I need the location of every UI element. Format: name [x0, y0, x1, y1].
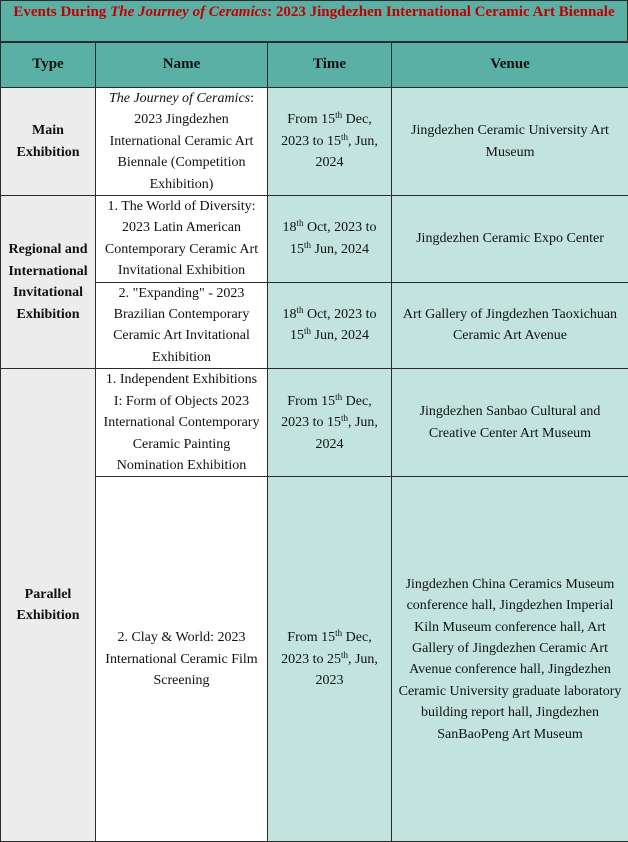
- type-cell: Parallel Exhibition: [1, 369, 96, 842]
- time-part: , Jun, 2024: [316, 415, 378, 451]
- time-cell: [268, 88, 392, 196]
- time-part: From 15: [287, 112, 335, 127]
- type-cell: Regional and International Invitational Exhibition: [1, 196, 96, 369]
- header-type: Type: [1, 43, 96, 88]
- time-sup: th: [296, 305, 303, 315]
- time-sup: th: [304, 326, 311, 336]
- time-part: Jun, 2024: [311, 328, 369, 343]
- title-prefix: Events During: [13, 4, 110, 20]
- name-cell: 2. Clay & World: 2023 International Ceramic Film Screening: [96, 477, 268, 842]
- table-row: [1, 477, 628, 842]
- name-cell: 1. Independent Exhibitions I: Form of Objects 2023 International Contemporary Ceramic Painting Nomination Exhibition: [96, 369, 268, 477]
- type-cell: Main Exhibition: [1, 88, 96, 196]
- time-part: 18: [282, 220, 296, 235]
- table-title: [0, 0, 628, 42]
- time-part: Jun, 2024: [311, 242, 369, 257]
- time-cell: [268, 477, 392, 842]
- time-part: From 15: [287, 394, 335, 409]
- header-name: Name: [96, 43, 268, 88]
- venue-cell: Jingdezhen Sanbao Cultural and Creative Center Art Museum: [392, 369, 628, 477]
- time-part: Oct, 2023 to 15: [290, 307, 377, 343]
- time-part: , Jun, 2024: [316, 134, 378, 170]
- time-sup: th: [341, 413, 348, 423]
- time-sup: th: [335, 628, 342, 638]
- time-sup: th: [341, 650, 348, 660]
- header-time: Time: [268, 43, 392, 88]
- time-part: , Jun, 2023: [316, 652, 378, 688]
- name-cell: [96, 88, 268, 196]
- table-row: [1, 282, 628, 369]
- name-cell: 1. The World of Diversity: 2023 Latin American Contemporary Ceramic Art Invitational Exhibition: [96, 196, 268, 283]
- time-sup: th: [335, 110, 342, 120]
- time-part: Dec, 2023 to 25: [281, 630, 372, 666]
- time-sup: th: [335, 392, 342, 402]
- name-rest: : 2023 Jingdezhen International Ceramic Art Biennale (Competition Exhibition): [110, 91, 254, 192]
- time-cell: [268, 282, 392, 369]
- time-part: Oct, 2023 to 15: [290, 220, 377, 256]
- time-sup: th: [341, 132, 348, 142]
- table-row: [1, 196, 628, 283]
- header-venue: Venue: [392, 43, 628, 88]
- venue-cell: Art Gallery of Jingdezhen Taoxichuan Ceramic Art Avenue: [392, 282, 628, 369]
- name-cell: 2. "Expanding" - 2023 Brazilian Contemporary Ceramic Art Invitational Exhibition: [96, 282, 268, 369]
- time-part: Dec, 2023 to 15: [281, 112, 372, 148]
- venue-cell: Jingdezhen Ceramic University Art Museum: [392, 88, 628, 196]
- title-suffix: : 2023 Jingdezhen International Ceramic Art Biennale: [267, 4, 614, 20]
- table-row: [1, 88, 628, 196]
- time-sup: th: [304, 240, 311, 250]
- venue-cell: Jingdezhen China Ceramics Museum conference hall, Jingdezhen Imperial Kiln Museum conference hall, Art Gallery of Jingdezhen Ceramic Art Avenue conference hall, Jingdezhen Ceramic University graduate laboratory building report hall, Jingdezhen SanBaoPeng Art Museum: [392, 477, 628, 842]
- time-part: 18: [282, 307, 296, 322]
- table-row: [1, 369, 628, 477]
- events-table: [0, 42, 628, 842]
- header-row: [1, 43, 628, 88]
- time-part: From 15: [287, 630, 335, 645]
- name-italic: The Journey of Ceramics: [109, 91, 250, 106]
- time-cell: [268, 369, 392, 477]
- time-sup: th: [296, 218, 303, 228]
- title-italic: The Journey of Ceramics: [110, 4, 267, 20]
- time-cell: [268, 196, 392, 283]
- venue-cell: Jingdezhen Ceramic Expo Center: [392, 196, 628, 283]
- time-part: Dec, 2023 to 15: [281, 394, 372, 430]
